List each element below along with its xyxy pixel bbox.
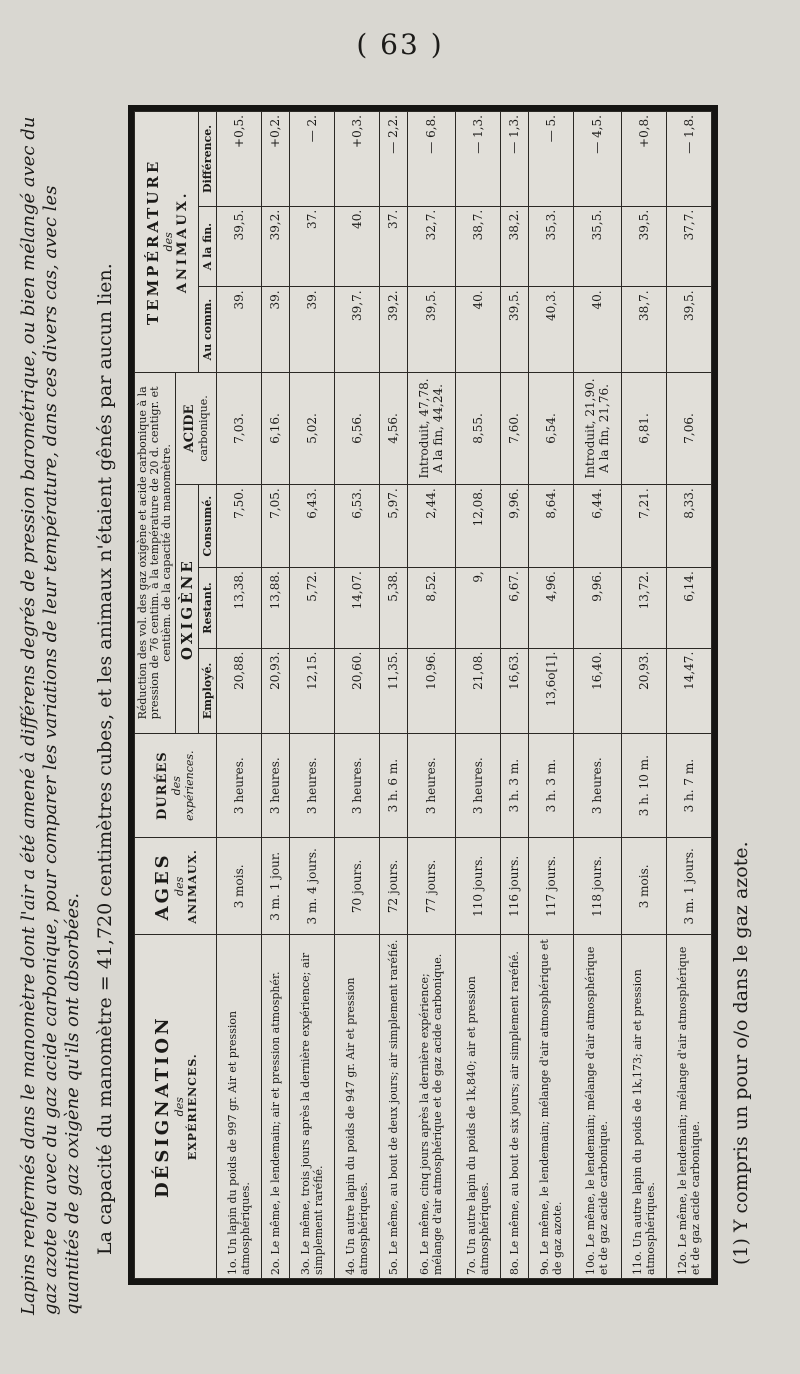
animal-age: 116 jours. (500, 838, 528, 935)
temp-end: 37,7. (666, 206, 711, 287)
temp-end: 32,7. (407, 206, 455, 287)
oxygen-consumed: 5,97. (380, 485, 408, 568)
temp-difference: — 2. (289, 112, 334, 207)
experiment-duration: 3 heures. (407, 734, 455, 838)
oxygen-consumed: 6,44. (573, 485, 621, 568)
table-row (217, 112, 262, 1279)
oxygen-employed: 20,60. (334, 648, 379, 733)
temp-start: 39. (262, 287, 290, 372)
oxigene-title: OXIGÈNE (178, 558, 196, 661)
data-table-frame (128, 105, 718, 1285)
experiment-duration: 3 h. 10 m. (621, 734, 666, 838)
durees-title: DURÉES (155, 751, 170, 820)
carbonic-acid: 8,55. (455, 372, 500, 485)
table-row (380, 112, 408, 1279)
oxygen-remaining: 14,07. (334, 568, 379, 649)
animal-age: 70 jours. (334, 838, 379, 935)
ages-title: AGES (152, 852, 173, 921)
animal-age: 3 mois. (217, 838, 262, 935)
rotated-page-content (10, 65, 790, 1345)
capacity-note: La capacité du manomètre = 41,720 centimètres cubes, et les animaux n'étaient gênés par aucun lien. (94, 263, 116, 1255)
employe-header: Employé. (199, 648, 217, 733)
durees-des: des (170, 776, 183, 796)
oxygen-remaining: 5,38. (380, 568, 408, 649)
acide-title: ACIDE (182, 404, 197, 453)
oxygen-employed: 20,93. (621, 648, 666, 733)
temp-start: 39,2. (380, 287, 408, 372)
temp-start: 39,5. (407, 287, 455, 372)
temp-end: 39,2. (262, 206, 290, 287)
ages-header (135, 838, 217, 935)
oxygen-consumed: 8,33. (666, 485, 711, 568)
difference-header: Différence. (199, 112, 217, 207)
ages-sub: ANIMAUX. (186, 849, 199, 924)
experiment-duration: 3 h. 3 m. (528, 734, 573, 838)
temp-difference: — 1,3. (500, 112, 528, 207)
oxygen-remaining: 6,14. (666, 568, 711, 649)
animal-age: 72 jours. (380, 838, 408, 935)
designation-title: DÉSIGNATION (152, 1015, 173, 1198)
temp-difference: +0,8. (621, 112, 666, 207)
restant-header: Restant. (199, 568, 217, 649)
oxygen-remaining: 13,38. (217, 568, 262, 649)
temp-end: 37. (380, 206, 408, 287)
oxygen-remaining: 9,96. (573, 568, 621, 649)
temp-difference: +0,2. (262, 112, 290, 207)
animal-age: 77 jours. (407, 838, 455, 935)
temp-start: 40. (455, 287, 500, 372)
temperature-des: des (161, 232, 175, 252)
experiment-description: 6o. Le même, cinq jours après la dernière expérience; mélange d'air atmosphérique et de gaz acide carbonique. (407, 935, 455, 1279)
footnote: (1) Y compris un pour o/o dans le gaz azote. (730, 841, 752, 1265)
temp-difference: — 1,3. (455, 112, 500, 207)
carbonic-acid: 6,81. (621, 372, 666, 485)
animal-age: 3 m. 4 jours. (289, 838, 334, 935)
animal-age: 110 jours. (455, 838, 500, 935)
table-row (528, 112, 573, 1279)
experiment-description: 12o. Le même, le lendemain; mélange d'air atmosphérique et de gaz acide carbonique. (666, 935, 711, 1279)
table-row (407, 112, 455, 1279)
designation-header (135, 935, 217, 1279)
oxygen-consumed: 8,64. (528, 485, 573, 568)
consume-header: Consumé. (199, 485, 217, 568)
experiment-description: 11o. Un autre lapin du poids de 1k,173; air et pression atmosphériques. (621, 935, 666, 1279)
carbonic-acid: Introduit, 47,78. A la fin, 44,24. (407, 372, 455, 485)
oxygen-consumed: 6,43. (289, 485, 334, 568)
oxygen-remaining: 13,88. (262, 568, 290, 649)
oxygen-employed: 16,63. (500, 648, 528, 733)
oxygen-employed: 20,88. (217, 648, 262, 733)
experiment-description: 9o. Le même, le lendemain; mélange d'air atmosphérique et de gaz azote. (528, 935, 573, 1279)
experiment-description: 3o. Le même, trois jours après la dernière expérience; air simplement raréfié. (289, 935, 334, 1279)
table-caption: Lapins renfermés dans le manomètre dont l'air a été amené à différens degrés de pression barométrique, ou bien mélangé avec du gaz azote ou avec du gaz acide carbonique, pour comparer les variations de leur température, dans ces divers cas, avec les quantités de gaz oxigène qu'ils ont absorbées. (18, 116, 83, 1315)
experiment-description: 2o. Le même, le lendemain; air et pression atmosphér. (262, 935, 290, 1279)
temp-end: 35,3. (528, 206, 573, 287)
experiment-description: 5o. Le même, au bout de deux jours; air simplement raréfié. (380, 935, 408, 1279)
experiment-description: 7o. Un autre lapin du poids de 1k,840; air et pression atmosphériques. (455, 935, 500, 1279)
temp-start: 39,5. (500, 287, 528, 372)
temp-difference: +0,3. (334, 112, 379, 207)
animal-age: 3 m. 1 jour. (262, 838, 290, 935)
oxygen-consumed: 9,96. (500, 485, 528, 568)
temp-end: 37. (289, 206, 334, 287)
oxygen-remaining: 5,72. (289, 568, 334, 649)
experiment-duration: 3 heures. (573, 734, 621, 838)
experiment-description: 4o. Un autre lapin du poids de 947 gr. Air et pression atmosphériques. (334, 935, 379, 1279)
oxygen-consumed: 2,44. (407, 485, 455, 568)
carbonic-acid: 5,02. (289, 372, 334, 485)
acide-sub: carbonique. (197, 395, 210, 462)
temp-end: 40. (334, 206, 379, 287)
temp-start: 39. (217, 287, 262, 372)
temperature-header (135, 112, 199, 373)
temp-start: 40. (573, 287, 621, 372)
temperature-animaux: ANIMAUX. (174, 190, 190, 294)
carbonic-acid: 4,56. (380, 372, 408, 485)
table-row (334, 112, 379, 1279)
experiment-duration: 3 heures. (217, 734, 262, 838)
table-row (621, 112, 666, 1279)
durees-sub: expériences. (183, 750, 196, 821)
table-row (289, 112, 334, 1279)
temp-difference: — 5. (528, 112, 573, 207)
carbonic-acid: 7,03. (217, 372, 262, 485)
designation-des: des (173, 1097, 186, 1117)
acide-header (176, 372, 217, 485)
oxigene-header (176, 485, 199, 734)
table-row (500, 112, 528, 1279)
ages-des: des (173, 876, 186, 896)
oxygen-employed: 14,47. (666, 648, 711, 733)
experiment-duration: 3 h. 7 m. (666, 734, 711, 838)
oxygen-employed: 16,40. (573, 648, 621, 733)
table-body (217, 112, 712, 1279)
oxygen-consumed: 7,50. (217, 485, 262, 568)
experiment-duration: 3 heures. (262, 734, 290, 838)
oxygen-remaining: 13,72. (621, 568, 666, 649)
temp-start: 39,7. (334, 287, 379, 372)
oxygen-remaining: 9, (455, 568, 500, 649)
temp-start: 39,5. (666, 287, 711, 372)
page-number: ( 63 ) (356, 28, 444, 61)
experiment-description: 10o. Le même, le lendemain; mélange d'air atmosphérique et de gaz acide carbonique. (573, 935, 621, 1279)
carbonic-acid: Introduit, 21,90. A la fin, 21,76. (573, 372, 621, 485)
animal-age: 118 jours. (573, 838, 621, 935)
table-row (455, 112, 500, 1279)
temp-difference: — 1,8. (666, 112, 711, 207)
oxygen-employed: 12,15. (289, 648, 334, 733)
reduction-header (135, 372, 176, 733)
experiment-duration: 3 heures. (334, 734, 379, 838)
reduction-text: Réduction des vol. des gaz oxigène et acide carbonique à la pression de 76 centim. à la température de 20 d. centigr. et centièm. de la capacité du manomètre. (136, 386, 173, 720)
oxygen-employed: 10,96. (407, 648, 455, 733)
temperature-title: TEMPÉRATURE (143, 158, 162, 326)
experiment-description: 1o. Un lapin du poids de 997 gr. Air et pression atmosphériques. (217, 935, 262, 1279)
temp-difference: +0,5. (217, 112, 262, 207)
carbonic-acid: 7,06. (666, 372, 711, 485)
oxygen-remaining: 8,52. (407, 568, 455, 649)
table-row (262, 112, 290, 1279)
oxygen-employed: 13,6o[1]. (528, 648, 573, 733)
experiment-duration: 3 h. 6 m. (380, 734, 408, 838)
experiment-duration: 3 heures. (455, 734, 500, 838)
experiment-duration: 3 h. 3 m. (500, 734, 528, 838)
temp-end: 38,2. (500, 206, 528, 287)
animal-age: 3 m. 1 jours. (666, 838, 711, 935)
header-row-1 (135, 112, 176, 1279)
table-row (573, 112, 621, 1279)
au-comm-header: Au comm. (199, 287, 217, 372)
temp-difference: — 4,5. (573, 112, 621, 207)
temp-difference: — 6,8. (407, 112, 455, 207)
temp-end: 39,5. (621, 206, 666, 287)
oxygen-consumed: 12,08. (455, 485, 500, 568)
durees-header (135, 734, 217, 838)
temp-end: 38,7. (455, 206, 500, 287)
oxygen-consumed: 7,05. (262, 485, 290, 568)
animal-age: 3 mois. (621, 838, 666, 935)
experiment-description: 8o. Le même, au bout de six jours; air simplement raréfié. (500, 935, 528, 1279)
temp-start: 38,7. (621, 287, 666, 372)
experiment-table (134, 111, 712, 1279)
temp-end: 35,5. (573, 206, 621, 287)
animal-age: 117 jours. (528, 838, 573, 935)
carbonic-acid: 6,56. (334, 372, 379, 485)
temp-start: 39. (289, 287, 334, 372)
experiment-duration: 3 heures. (289, 734, 334, 838)
oxygen-employed: 20,93. (262, 648, 290, 733)
a-la-fin-header: A la fin. (199, 206, 217, 287)
oxygen-consumed: 6,53. (334, 485, 379, 568)
oxygen-employed: 21,08. (455, 648, 500, 733)
carbonic-acid: 6,54. (528, 372, 573, 485)
oxygen-remaining: 6,67. (500, 568, 528, 649)
oxygen-remaining: 4,96. (528, 568, 573, 649)
table-row (666, 112, 711, 1279)
oxygen-employed: 11,35. (380, 648, 408, 733)
carbonic-acid: 6,16. (262, 372, 290, 485)
carbonic-acid: 7,60. (500, 372, 528, 485)
temp-difference: — 2,2. (380, 112, 408, 207)
temp-start: 40,3. (528, 287, 573, 372)
temp-end: 39,5. (217, 206, 262, 287)
oxygen-consumed: 7,21. (621, 485, 666, 568)
designation-sub: EXPÉRIENCES. (186, 1053, 199, 1161)
